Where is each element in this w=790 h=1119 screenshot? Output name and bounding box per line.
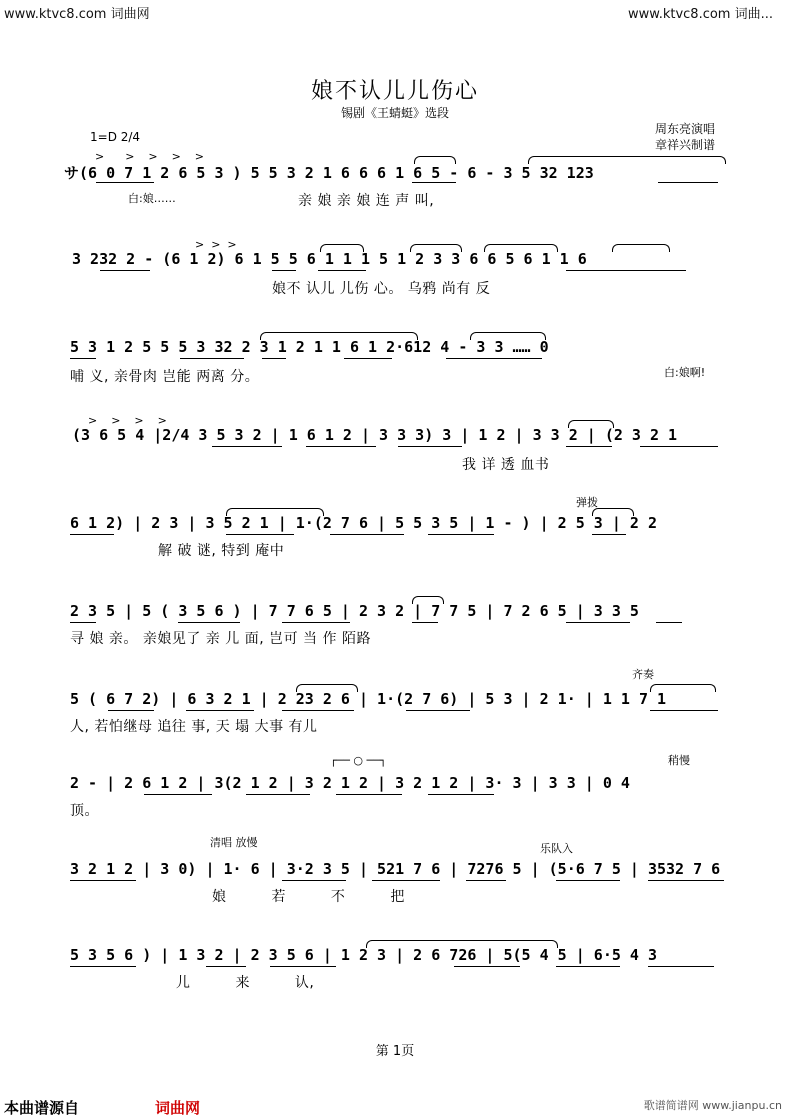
staff-notes: サ(6 0 7 1 2 6 5 3 ) 5 5 3 2 1 6 6 6 1 6 5 - 6 - 3 5 32 123 — [64, 164, 594, 182]
score-subtitle: 锡剧《王蜻蜓》选段 — [340, 106, 449, 120]
staff-lyrics: 娘 若 不 把 — [212, 889, 405, 905]
page-number: 第 1页 — [375, 1044, 415, 1059]
staff-lyrics: 亲 娘 亲 娘 连 声 叫, — [298, 193, 435, 209]
staff-lyrics: 寻 娘 亲。 亲娘见了 亲 儿 面, 岂可 当 作 陌路 — [70, 631, 371, 647]
staff-lyrics: 儿 来 认, — [176, 975, 315, 991]
performance-mark: 稍慢 — [668, 754, 690, 767]
staff-notes: 3 232 2 - (6 1 2) 6 1 5 5 6 1 1 1 5 1 2 3 3 6 6 5 6 1 1 6 — [72, 250, 587, 268]
staff-lyrics: 人, 若怕继母 追往 事, 天 塌 大事 有儿 — [70, 719, 318, 735]
spoken-mark: 白:娘…… — [128, 192, 176, 205]
footer-source: 本曲谱源自 — [4, 1099, 80, 1117]
staff-notes: 2 - | 2 6 1 2 | 3(2 1 2 | 3 2 1 2 | 3 2 1 2 | 3· 3 | 3 3 | 0 4 — [70, 774, 630, 792]
performance-mark: 乐队入 — [540, 842, 573, 855]
performance-mark: 齐奏 — [632, 668, 654, 681]
staff-notes: 2 3 5 | 5 ( 3 5 6 ) | 7 7 6 5 | 2 3 2 | 7 7 5 | 7 2 6 5 | 3 3 5 — [70, 602, 639, 620]
staff-notes: 6 1 2) | 2 3 | 3 5 2 1 | 1·(2 7 6 | 5 5 3 5 | 1 - ) | 2 5 3 | 2 2 — [70, 514, 657, 532]
singer-credit: 周东亮演唱 — [655, 122, 716, 136]
staff-notes: 5 ( 6 7 2) | 6 3 2 1 | 2 23 2 6 | 1·(2 7 6) | 5 3 | 2 1· | 1 1 7 1 — [70, 690, 667, 708]
performance-mark: 清唱 放慢 — [210, 836, 258, 849]
staff-lyrics: 解 破 谜, 特到 庵中 — [158, 543, 285, 559]
performance-mark: 弹拨 — [576, 496, 598, 509]
staff-notes: 5 3 5 6 ) | 1 3 2 | 2 3 5 6 | 1 2 3 | 2 6 726 | 5(5 4 5 | 6·5 4 3 — [70, 946, 657, 964]
staff-lyrics: 哺 义, 亲骨肉 岂能 两离 分。 — [70, 369, 260, 385]
staff-notes: (3 6 5 4 |2/4 3 5 3 2 | 1 6 1 2 | 3 3 3) 3 | 1 2 | 3 3 2 | (2 3 2 1 — [72, 426, 678, 444]
score-title: 娘不认儿儿伤心 — [310, 79, 479, 104]
watermark-right: www.ktvc8.com 词曲... — [628, 7, 773, 22]
transcriber-credit: 章祥兴制谱 — [655, 138, 716, 152]
staff-notes: 5 3 1 2 5 5 5 3 32 2 3 1 2 1 1 6 1 2·612 4 - 3 3 …… 0 — [70, 338, 549, 356]
spoken-mark: 白:娘啊! — [664, 366, 706, 379]
staff-lyrics: 娘不 认儿 儿伤 心。 乌鸦 尚有 反 — [272, 281, 491, 297]
staff-lyrics: 顶。 — [70, 803, 99, 819]
staff-lyrics: 我 详 透 血书 — [462, 457, 550, 473]
key-signature: 1=D 2/4 — [90, 130, 141, 144]
watermark-left: www.ktvc8.com 词曲网 — [4, 7, 150, 22]
footer-right-watermark: 歌谱简谱网 www.jianpu.cn — [643, 1099, 782, 1112]
footer-brand-logo: 词曲网 — [155, 1099, 201, 1117]
staff-notes: 3 2 1 2 | 3 0) | 1· 6 | 3·2 3 5 | 521 7 6 | 7276 5 | (5·6 7 5 | 3532 7 6 — [70, 860, 721, 878]
